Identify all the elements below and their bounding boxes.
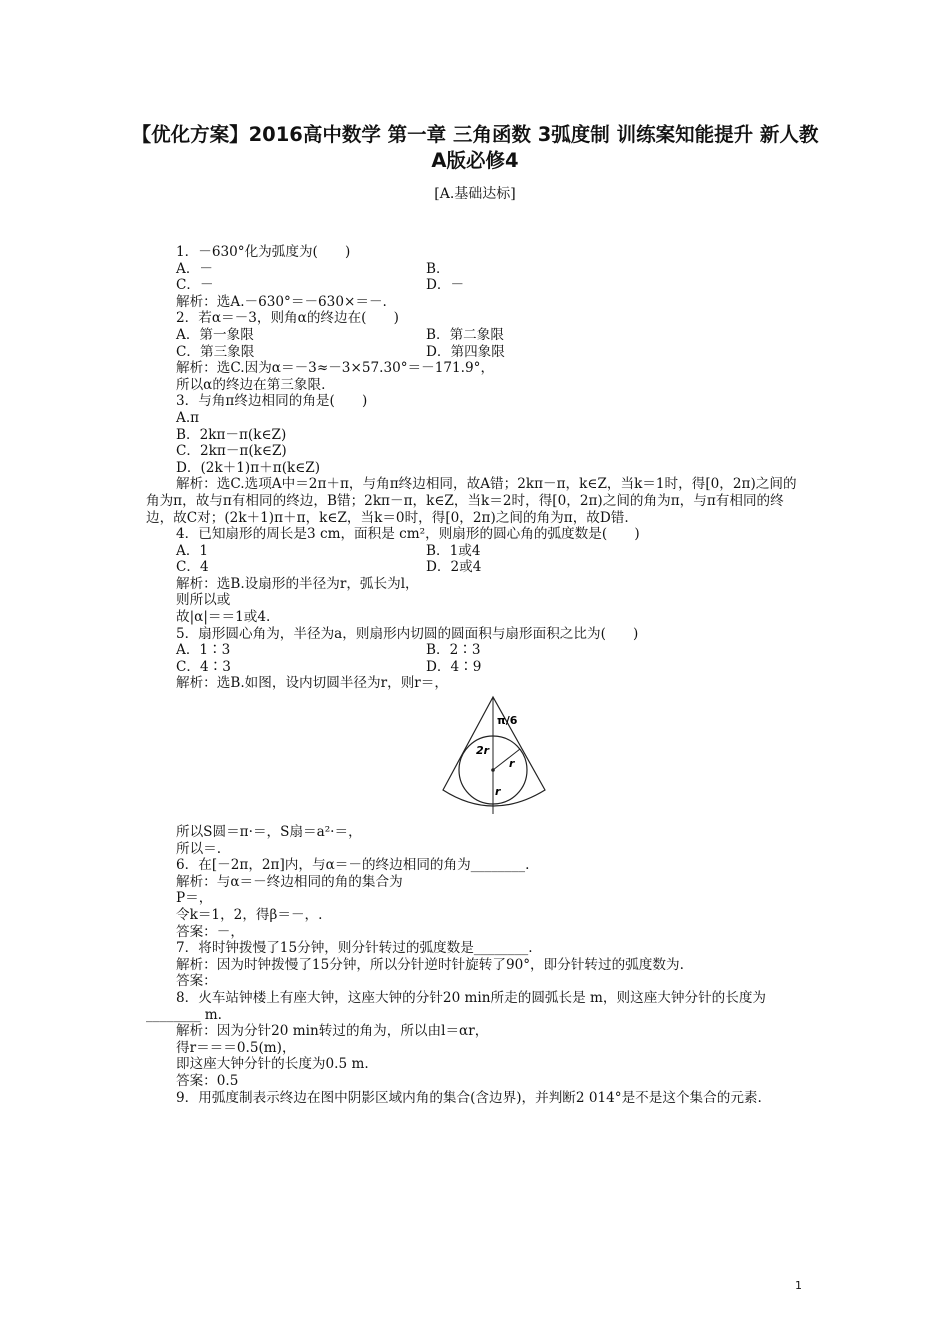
text-line: D．(2k＋1)π＋π(k∈Z): [176, 459, 321, 476]
text-line: 即这座大钟分针的长度为0.5 m.: [176, 1056, 369, 1073]
text-line: 答案：0.5: [176, 1072, 239, 1089]
option-left: C．第三象限: [176, 343, 255, 360]
text-line: 9．用弧度制表示终边在图中阴影区域内角的集合(含边界)，并判断2 014°是不是这个集合的元素.: [176, 1089, 762, 1106]
text-line: [146, 642, 808, 659]
sector-diagram: [434, 694, 554, 824]
page-number: 1: [795, 1279, 802, 1292]
option-left: A．－: [176, 260, 214, 277]
text-line: 答案：: [176, 973, 217, 990]
text-line: 1．－630°化为弧度为( ): [176, 244, 351, 260]
option-left: A．1: [176, 542, 209, 559]
text-line: 解析：选C.因为α＝－3≈－3×57.30°＝－171.9°，: [176, 360, 495, 377]
section-heading: [A.基础达标]: [434, 186, 516, 202]
option-right: D．2或4: [426, 559, 482, 576]
option-left: A．1∶3: [176, 642, 231, 659]
label-r-lower: r: [495, 785, 501, 799]
text-line: 所以＝.: [176, 840, 222, 857]
text-line: 解析：因为分针20 min转过的角为，所以由l＝αr，: [176, 1023, 489, 1040]
text-line: 所以S圆＝π·＝，S扇＝a²·＝，: [176, 824, 362, 841]
text-line: 解析：选B.设扇形的半径为r，弧长为l，: [176, 575, 419, 592]
text-line: 6．在[－2π，2π]内，与α＝－的终边相同的角为________.: [176, 857, 530, 874]
text-line: A.π: [176, 409, 200, 426]
text-line: [146, 543, 808, 560]
text-line: [146, 344, 808, 361]
angle-label: π/6: [497, 714, 518, 728]
text-line: 答案：－，: [176, 923, 244, 940]
text-line: B．2kπ－π(k∈Z): [176, 426, 287, 443]
text-line: 得r＝＝＝0.5(m)，: [176, 1039, 296, 1056]
option-left: C．－: [176, 277, 214, 294]
text-line: 故|α|＝＝1或4.: [176, 609, 271, 626]
text-line: 5．扇形圆心角为，半径为a，则扇形内切圆的圆面积与扇形面积之比为( ): [176, 625, 639, 642]
option-right: B．: [426, 260, 450, 277]
document-body: [146, 244, 808, 1106]
text-line: 4．已知扇形的周长是3 cm，面积是 cm²，则扇形的圆心角的弧度数是( ): [176, 526, 640, 543]
option-left: C．4: [176, 559, 209, 576]
text-line: 解析：选B.如图，设内切圆半径为r，则r＝，: [176, 675, 448, 692]
option-left: C．4∶3: [176, 658, 231, 675]
text-line: 8．火车站钟楼上有座大钟，这座大钟的分针20 min所走的圆弧长是 m，则这座大钟分针的长度为________ m.: [146, 989, 767, 1023]
text-line: 2．若α＝－3，则角α的终边在( ): [176, 310, 399, 327]
text-line: 则所以或: [176, 592, 231, 609]
option-right: B．第二象限: [426, 326, 504, 343]
text-line: 解析：选A.－630°＝－630×＝－.: [176, 293, 387, 310]
text-line: [146, 327, 808, 344]
option-right: D．－: [426, 277, 465, 294]
option-right: D．4∶9: [426, 658, 482, 675]
text-line: [146, 659, 808, 676]
page-title: 【优化方案】2016高中数学 第一章 三角函数 3弧度制 训练案知能提升 新人教A版必修4: [131, 123, 819, 172]
label-2r: 2r: [476, 744, 490, 758]
label-r-radius: r: [509, 757, 515, 771]
text-line: 令k＝1，2，得β＝－，.: [176, 907, 323, 923]
option-left: A．第一象限: [176, 326, 254, 343]
text-line: 7．将时钟拨慢了15分钟，则分针转过的弧度数是________.: [176, 940, 533, 957]
option-right: B．1或4: [426, 542, 481, 559]
figure-inscribed-circle: [146, 692, 808, 824]
text-line: C．2kπ－π(k∈Z): [176, 443, 287, 460]
text-line: 解析：与α＝－终边相同的角的集合为: [176, 873, 403, 890]
text-line: 解析：选C.选项A中＝2π＋π，与角π终边相同，故A错；2kπ－π，k∈Z，当k＝1时，得[0，2π)之间的角为π，故与π有相同的终边，B错；2kπ－π，k∈Z，当k＝2时，得[0，2π)之间的角为π，与π有相同的终边，故C对；(2k＋1)π＋π，k∈Z，当k＝0时，得[0，2π)之间的角为π，故D错.: [146, 476, 797, 526]
text-line: 所以α的终边在第三象限.: [176, 376, 326, 393]
text-line: [146, 261, 808, 278]
text-line: 解析：因为时钟拨慢了15分钟，所以分针逆时针旋转了90°，即分针转过的弧度数为.: [176, 956, 684, 973]
text-line: P＝，: [176, 890, 213, 907]
text-line: [146, 559, 808, 576]
option-right: B．2∶3: [426, 642, 481, 659]
text-line: 3．与角π终边相同的角是( ): [176, 393, 368, 410]
text-line: [146, 277, 808, 294]
option-right: D．第四象限: [426, 343, 505, 360]
